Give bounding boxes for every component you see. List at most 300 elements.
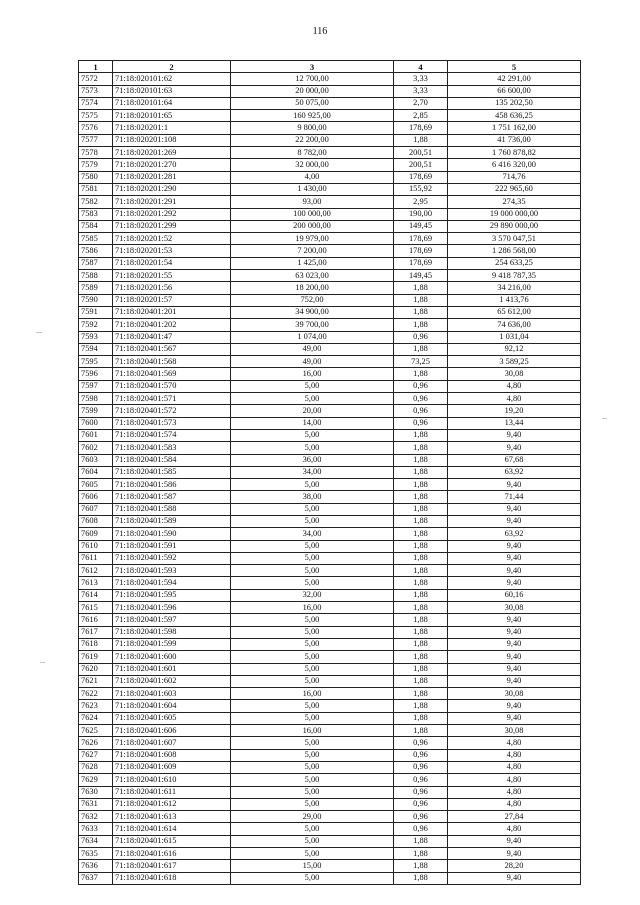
- page-number: 116: [312, 26, 328, 37]
- table-row: [79, 380, 581, 392]
- area-value-cell: 8 782,00: [231, 147, 394, 159]
- area-value-cell: 1 430,00: [231, 183, 394, 195]
- cadastral-value-cell: 274,35: [448, 196, 581, 208]
- area-value-cell: 4,00: [231, 171, 394, 183]
- row-number-cell: 7631: [79, 798, 113, 810]
- area-value-cell: 5,00: [231, 737, 394, 749]
- row-number-cell: 7587: [79, 257, 113, 269]
- specific-value-cell: 1,88: [394, 442, 448, 454]
- cadastral-value-cell: 9,40: [448, 540, 581, 552]
- specific-value-cell: 1,88: [394, 848, 448, 860]
- row-number-cell: 7628: [79, 761, 113, 773]
- specific-value-cell: 1,88: [394, 712, 448, 724]
- specific-value-cell: 0,96: [394, 749, 448, 761]
- table-row: [79, 589, 581, 601]
- specific-value-cell: 1,88: [394, 675, 448, 687]
- table-row: [79, 429, 581, 441]
- area-value-cell: 34,00: [231, 466, 394, 478]
- row-number-cell: 7579: [79, 159, 113, 171]
- cadastral-value-cell: 9,40: [448, 848, 581, 860]
- table-row: [79, 786, 581, 798]
- row-number-cell: 7577: [79, 134, 113, 146]
- row-number-cell: 7609: [79, 528, 113, 540]
- cadastral-value-cell: 74 636,00: [448, 319, 581, 331]
- cadastral-value-cell: 4,80: [448, 798, 581, 810]
- cadastral-number-cell: 71:18:020401:573: [113, 417, 231, 429]
- cadastral-value-cell: 60,16: [448, 589, 581, 601]
- row-number-cell: 7616: [79, 614, 113, 626]
- row-number-cell: 7601: [79, 429, 113, 441]
- cadastral-number-cell: 71:18:020401:585: [113, 466, 231, 478]
- cadastral-value-cell: 28,20: [448, 860, 581, 872]
- table-row: [79, 270, 581, 282]
- cadastral-number-cell: 71:18:020401:583: [113, 442, 231, 454]
- cadastral-number-cell: 71:18:020401:572: [113, 405, 231, 417]
- cadastral-number-cell: 71:18:020201:54: [113, 257, 231, 269]
- area-value-cell: 5,00: [231, 774, 394, 786]
- row-number-cell: 7574: [79, 97, 113, 109]
- row-number-cell: 7603: [79, 454, 113, 466]
- table-row: [79, 811, 581, 823]
- row-number-cell: 7632: [79, 811, 113, 823]
- cadastral-number-cell: 71:18:020401:606: [113, 725, 231, 737]
- table-row: [79, 725, 581, 737]
- table-row: [79, 479, 581, 491]
- table-row: [79, 602, 581, 614]
- cadastral-value-cell: 71,44: [448, 491, 581, 503]
- cadastral-number-cell: 71:18:020401:570: [113, 380, 231, 392]
- table-row: [79, 159, 581, 171]
- table-body: [79, 73, 581, 885]
- cadastral-value-cell: 9,40: [448, 503, 581, 515]
- row-number-cell: 7589: [79, 282, 113, 294]
- area-value-cell: 22 200,00: [231, 134, 394, 146]
- specific-value-cell: 178,69: [394, 245, 448, 257]
- cadastral-value-table: [78, 60, 581, 885]
- area-value-cell: 752,00: [231, 294, 394, 306]
- cadastral-number-cell: 71:18:020401:569: [113, 368, 231, 380]
- area-value-cell: 16,00: [231, 368, 394, 380]
- specific-value-cell: 1,88: [394, 638, 448, 650]
- specific-value-cell: 1,88: [394, 700, 448, 712]
- specific-value-cell: 1,88: [394, 282, 448, 294]
- row-number-cell: 7572: [79, 73, 113, 85]
- table-row: [79, 233, 581, 245]
- specific-value-cell: 0,96: [394, 761, 448, 773]
- cadastral-number-cell: 71:18:020401:598: [113, 626, 231, 638]
- specific-value-cell: 1,88: [394, 368, 448, 380]
- area-value-cell: 5,00: [231, 786, 394, 798]
- table-row: [79, 245, 581, 257]
- table-row: [79, 712, 581, 724]
- row-number-cell: 7588: [79, 270, 113, 282]
- table-row: [79, 872, 581, 884]
- area-value-cell: 50 075,00: [231, 97, 394, 109]
- cadastral-number-cell: 71:18:020101:64: [113, 97, 231, 109]
- table-row: [79, 208, 581, 220]
- specific-value-cell: 178,69: [394, 171, 448, 183]
- cadastral-number-cell: 71:18:020401:610: [113, 774, 231, 786]
- area-value-cell: 5,00: [231, 565, 394, 577]
- table-row: [79, 798, 581, 810]
- specific-value-cell: 1,88: [394, 663, 448, 675]
- table-row: [79, 552, 581, 564]
- area-value-cell: 9 800,00: [231, 122, 394, 134]
- area-value-cell: 5,00: [231, 540, 394, 552]
- table-header: [79, 61, 581, 73]
- table-row: [79, 220, 581, 232]
- row-number-cell: 7625: [79, 725, 113, 737]
- area-value-cell: 63 023,00: [231, 270, 394, 282]
- row-number-cell: 7597: [79, 380, 113, 392]
- table-row: [79, 171, 581, 183]
- cadastral-value-cell: 65 612,00: [448, 306, 581, 318]
- row-number-cell: 7635: [79, 848, 113, 860]
- cadastral-value-cell: 4,80: [448, 737, 581, 749]
- table-row: [79, 257, 581, 269]
- cadastral-value-cell: 30,08: [448, 602, 581, 614]
- cadastral-value-cell: 135 202,50: [448, 97, 581, 109]
- specific-value-cell: 1,88: [394, 343, 448, 355]
- cadastral-value-cell: 1 760 878,82: [448, 147, 581, 159]
- cadastral-value-cell: 4,80: [448, 774, 581, 786]
- cadastral-value-cell: 9 418 787,35: [448, 270, 581, 282]
- cadastral-value-cell: 66 600,00: [448, 85, 581, 97]
- cadastral-number-cell: 71:18:020401:611: [113, 786, 231, 798]
- specific-value-cell: 0,96: [394, 380, 448, 392]
- cadastral-number-cell: 71:18:020401:603: [113, 688, 231, 700]
- table-row: [79, 700, 581, 712]
- specific-value-cell: 0,96: [394, 798, 448, 810]
- area-value-cell: 14,00: [231, 417, 394, 429]
- specific-value-cell: 1,88: [394, 515, 448, 527]
- specific-value-cell: 1,88: [394, 835, 448, 847]
- row-number-cell: 7608: [79, 515, 113, 527]
- area-value-cell: 38,00: [231, 491, 394, 503]
- area-value-cell: 5,00: [231, 712, 394, 724]
- row-number-cell: 7593: [79, 331, 113, 343]
- cadastral-number-cell: 71:18:020401:201: [113, 306, 231, 318]
- row-number-cell: 7633: [79, 823, 113, 835]
- cadastral-value-cell: 63,92: [448, 528, 581, 540]
- cadastral-value-cell: 4,80: [448, 761, 581, 773]
- area-value-cell: 5,00: [231, 429, 394, 441]
- table-row: [79, 393, 581, 405]
- area-value-cell: 160 925,00: [231, 110, 394, 122]
- area-value-cell: 49,00: [231, 343, 394, 355]
- table-row: [79, 73, 581, 85]
- table-row: [79, 651, 581, 663]
- table-row: [79, 638, 581, 650]
- specific-value-cell: 1,88: [394, 491, 448, 503]
- area-value-cell: 5,00: [231, 577, 394, 589]
- area-value-cell: 200 000,00: [231, 220, 394, 232]
- cadastral-number-cell: 71:18:020401:614: [113, 823, 231, 835]
- area-value-cell: 34 900,00: [231, 306, 394, 318]
- table-row: [79, 675, 581, 687]
- cadastral-value-cell: 9,40: [448, 429, 581, 441]
- table-row: [79, 466, 581, 478]
- cadastral-number-cell: 71:18:020401:605: [113, 712, 231, 724]
- specific-value-cell: 2,95: [394, 196, 448, 208]
- row-number-cell: 7626: [79, 737, 113, 749]
- row-number-cell: 7599: [79, 405, 113, 417]
- table-row: [79, 417, 581, 429]
- area-value-cell: 5,00: [231, 761, 394, 773]
- table-row: [79, 663, 581, 675]
- row-number-cell: 7594: [79, 343, 113, 355]
- cadastral-number-cell: 71:18:020401:568: [113, 356, 231, 368]
- area-value-cell: 16,00: [231, 602, 394, 614]
- cadastral-value-cell: 9,40: [448, 614, 581, 626]
- cadastral-number-cell: 71:18:020401:571: [113, 393, 231, 405]
- area-value-cell: 5,00: [231, 614, 394, 626]
- cadastral-number-cell: 71:18:020401:586: [113, 479, 231, 491]
- cadastral-number-cell: 71:18:020201:56: [113, 282, 231, 294]
- cadastral-value-cell: 6 416 320,00: [448, 159, 581, 171]
- specific-value-cell: 1,88: [394, 503, 448, 515]
- row-number-cell: 7604: [79, 466, 113, 478]
- row-number-cell: 7623: [79, 700, 113, 712]
- specific-value-cell: 1,88: [394, 725, 448, 737]
- area-value-cell: 5,00: [231, 663, 394, 675]
- table-row: [79, 147, 581, 159]
- specific-value-cell: 200,51: [394, 159, 448, 171]
- cadastral-value-cell: 9,40: [448, 515, 581, 527]
- cadastral-number-cell: 71:18:020401:618: [113, 872, 231, 884]
- cadastral-value-cell: 13,44: [448, 417, 581, 429]
- cadastral-number-cell: 71:18:020401:616: [113, 848, 231, 860]
- cadastral-value-cell: 458 636,25: [448, 110, 581, 122]
- table-row: [79, 306, 581, 318]
- cadastral-value-cell: 9,40: [448, 638, 581, 650]
- scan-mark: [602, 418, 607, 419]
- row-number-cell: 7602: [79, 442, 113, 454]
- table-row: [79, 774, 581, 786]
- area-value-cell: 18 200,00: [231, 282, 394, 294]
- cadastral-number-cell: 71:18:020401:612: [113, 798, 231, 810]
- specific-value-cell: 1,88: [394, 651, 448, 663]
- row-number-cell: 7627: [79, 749, 113, 761]
- row-number-cell: 7600: [79, 417, 113, 429]
- cadastral-number-cell: 71:18:020401:588: [113, 503, 231, 515]
- table-row: [79, 442, 581, 454]
- cadastral-value-cell: 4,80: [448, 786, 581, 798]
- cadastral-number-cell: 71:18:020201:292: [113, 208, 231, 220]
- cadastral-value-cell: 9,40: [448, 675, 581, 687]
- area-value-cell: 49,00: [231, 356, 394, 368]
- header-row: [79, 61, 581, 73]
- specific-value-cell: 1,88: [394, 479, 448, 491]
- cadastral-value-cell: 1 286 568,00: [448, 245, 581, 257]
- specific-value-cell: 149,45: [394, 270, 448, 282]
- area-value-cell: 12 700,00: [231, 73, 394, 85]
- cadastral-number-cell: 71:18:020201:108: [113, 134, 231, 146]
- specific-value-cell: 0,96: [394, 331, 448, 343]
- specific-value-cell: 0,96: [394, 811, 448, 823]
- row-number-cell: 7585: [79, 233, 113, 245]
- cadastral-number-cell: 71:18:020401:609: [113, 761, 231, 773]
- specific-value-cell: 178,69: [394, 233, 448, 245]
- row-number-cell: 7586: [79, 245, 113, 257]
- table-row: [79, 848, 581, 860]
- cadastral-value-cell: 4,80: [448, 749, 581, 761]
- cadastral-number-cell: 71:18:020401:601: [113, 663, 231, 675]
- cadastral-number-cell: 71:18:020401:574: [113, 429, 231, 441]
- row-number-cell: 7610: [79, 540, 113, 552]
- area-value-cell: 32 000,00: [231, 159, 394, 171]
- cadastral-value-cell: 9,40: [448, 565, 581, 577]
- specific-value-cell: 0,96: [394, 393, 448, 405]
- cadastral-value-cell: 254 633,25: [448, 257, 581, 269]
- cadastral-number-cell: 71:18:020401:597: [113, 614, 231, 626]
- cadastral-value-cell: 34 216,00: [448, 282, 581, 294]
- area-value-cell: 5,00: [231, 675, 394, 687]
- cadastral-number-cell: 71:18:020401:567: [113, 343, 231, 355]
- specific-value-cell: 1,88: [394, 626, 448, 638]
- cadastral-value-cell: 92,12: [448, 343, 581, 355]
- cadastral-number-cell: 71:18:020401:593: [113, 565, 231, 577]
- cadastral-number-cell: 71:18:020401:202: [113, 319, 231, 331]
- specific-value-cell: 0,96: [394, 774, 448, 786]
- cadastral-value-cell: 9,40: [448, 479, 581, 491]
- cadastral-number-cell: 71:18:020401:47: [113, 331, 231, 343]
- cadastral-number-cell: 71:18:020401:599: [113, 638, 231, 650]
- cadastral-value-cell: 3 570 047,51: [448, 233, 581, 245]
- cadastral-number-cell: 71:18:020201:1: [113, 122, 231, 134]
- row-number-cell: 7605: [79, 479, 113, 491]
- table-row: [79, 860, 581, 872]
- cadastral-number-cell: 71:18:020401:604: [113, 700, 231, 712]
- cadastral-number-cell: 71:18:020401:590: [113, 528, 231, 540]
- row-number-cell: 7634: [79, 835, 113, 847]
- specific-value-cell: 1,88: [394, 454, 448, 466]
- area-value-cell: 5,00: [231, 638, 394, 650]
- specific-value-cell: 155,92: [394, 183, 448, 195]
- row-number-cell: 7576: [79, 122, 113, 134]
- area-value-cell: 19 979,00: [231, 233, 394, 245]
- cadastral-value-cell: 30,08: [448, 725, 581, 737]
- row-number-cell: 7573: [79, 85, 113, 97]
- specific-value-cell: 2,85: [394, 110, 448, 122]
- table-row: [79, 515, 581, 527]
- area-value-cell: 5,00: [231, 700, 394, 712]
- cadastral-value-cell: 19,20: [448, 405, 581, 417]
- cadastral-value-cell: 222 965,60: [448, 183, 581, 195]
- cadastral-number-cell: 71:18:020401:613: [113, 811, 231, 823]
- cadastral-number-cell: 71:18:020401:602: [113, 675, 231, 687]
- area-value-cell: 5,00: [231, 479, 394, 491]
- area-value-cell: 5,00: [231, 835, 394, 847]
- area-value-cell: 20 000,00: [231, 85, 394, 97]
- specific-value-cell: 1,88: [394, 528, 448, 540]
- specific-value-cell: 1,88: [394, 540, 448, 552]
- table-row: [79, 454, 581, 466]
- specific-value-cell: 1,88: [394, 565, 448, 577]
- cadastral-value-cell: 1 413,76: [448, 294, 581, 306]
- cadastral-value-cell: 30,08: [448, 688, 581, 700]
- area-value-cell: 5,00: [231, 552, 394, 564]
- row-number-cell: 7581: [79, 183, 113, 195]
- specific-value-cell: 0,96: [394, 405, 448, 417]
- cadastral-number-cell: 71:18:020401:584: [113, 454, 231, 466]
- cadastral-number-cell: 71:18:020401:592: [113, 552, 231, 564]
- area-value-cell: 32,00: [231, 589, 394, 601]
- cadastral-value-cell: 41 736,00: [448, 134, 581, 146]
- row-number-cell: 7583: [79, 208, 113, 220]
- table-row: [79, 491, 581, 503]
- cadastral-number-cell: 71:18:020401:591: [113, 540, 231, 552]
- row-number-cell: 7578: [79, 147, 113, 159]
- cadastral-number-cell: 71:18:020101:62: [113, 73, 231, 85]
- table-row: [79, 282, 581, 294]
- cadastral-number-cell: 71:18:020401:615: [113, 835, 231, 847]
- specific-value-cell: 1,88: [394, 552, 448, 564]
- table-row: [79, 761, 581, 773]
- cadastral-value-cell: 4,80: [448, 823, 581, 835]
- specific-value-cell: 73,25: [394, 356, 448, 368]
- area-value-cell: 100 000,00: [231, 208, 394, 220]
- table-row: [79, 565, 581, 577]
- cadastral-value-cell: 9,40: [448, 552, 581, 564]
- cadastral-number-cell: 71:18:020401:587: [113, 491, 231, 503]
- area-value-cell: 5,00: [231, 515, 394, 527]
- row-number-cell: 7613: [79, 577, 113, 589]
- specific-value-cell: 1,88: [394, 319, 448, 331]
- table-row: [79, 503, 581, 515]
- specific-value-cell: 1,88: [394, 134, 448, 146]
- cadastral-value-cell: 29 890 000,00: [448, 220, 581, 232]
- table-row: [79, 122, 581, 134]
- table-row: [79, 356, 581, 368]
- specific-value-cell: 1,88: [394, 602, 448, 614]
- cadastral-value-cell: 714,76: [448, 171, 581, 183]
- cadastral-value-cell: 67,68: [448, 454, 581, 466]
- row-number-cell: 7624: [79, 712, 113, 724]
- cadastral-number-cell: 71:18:020201:269: [113, 147, 231, 159]
- table-row: [79, 85, 581, 97]
- row-number-cell: 7582: [79, 196, 113, 208]
- specific-value-cell: 1,88: [394, 429, 448, 441]
- area-value-cell: 5,00: [231, 823, 394, 835]
- area-value-cell: 5,00: [231, 393, 394, 405]
- row-number-cell: 7592: [79, 319, 113, 331]
- table-row: [79, 368, 581, 380]
- table-row: [79, 319, 581, 331]
- table-row: [79, 97, 581, 109]
- area-value-cell: 16,00: [231, 725, 394, 737]
- scan-mark: [36, 332, 42, 333]
- row-number-cell: 7607: [79, 503, 113, 515]
- area-value-cell: 5,00: [231, 503, 394, 515]
- cadastral-value-cell: 1 751 162,00: [448, 122, 581, 134]
- cadastral-value-cell: 9,40: [448, 651, 581, 663]
- cadastral-number-cell: 71:18:020201:291: [113, 196, 231, 208]
- cadastral-number-cell: 71:18:020401:600: [113, 651, 231, 663]
- area-value-cell: 93,00: [231, 196, 394, 208]
- specific-value-cell: 1,88: [394, 466, 448, 478]
- table-row: [79, 134, 581, 146]
- column-header-5: 5: [448, 61, 581, 73]
- cadastral-number-cell: 71:18:020401:595: [113, 589, 231, 601]
- cadastral-number-cell: 71:18:020201:290: [113, 183, 231, 195]
- area-value-cell: 7 200,00: [231, 245, 394, 257]
- table-row: [79, 737, 581, 749]
- row-number-cell: 7618: [79, 638, 113, 650]
- cadastral-value-cell: 9,40: [448, 626, 581, 638]
- specific-value-cell: 149,45: [394, 220, 448, 232]
- specific-value-cell: 2,70: [394, 97, 448, 109]
